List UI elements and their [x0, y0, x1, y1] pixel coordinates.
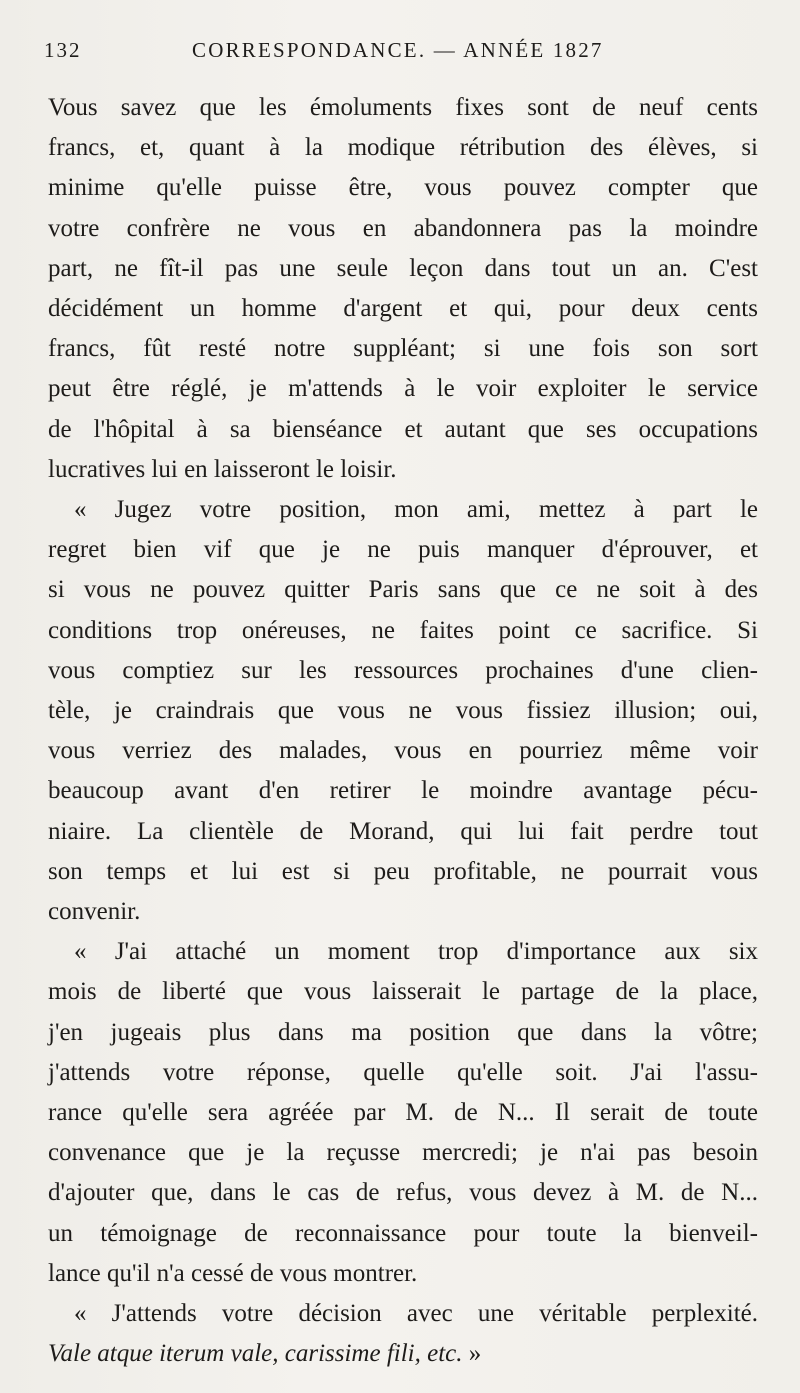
closing-quote: » — [462, 1340, 482, 1368]
page-header — [0, 38, 800, 68]
text-line: francs, fût resté notre suppléant; si une fois son sort — [48, 335, 758, 363]
text-line: lucratives lui en laisseront le loisir. — [48, 455, 397, 483]
text-line: lance qu'il n'a cessé de vous montrer. — [48, 1259, 418, 1287]
text-line: votre confrère ne vous en abandonnera pas la moindre — [48, 214, 758, 242]
text-line — [48, 1334, 758, 1374]
text-line: « J'attends votre décision avec une véritable perplexité. — [74, 1300, 758, 1328]
text-line: rance qu'elle sera agréée par M. de N... Il serait de toute — [48, 1099, 758, 1127]
text-line: j'attends votre réponse, quelle qu'elle soit. J'ai l'assu- — [48, 1058, 758, 1086]
text-line: décidément un homme d'argent et qui, pour deux cents — [48, 295, 758, 323]
text-line: vous comptiez sur les ressources prochaines d'une clien- — [48, 656, 758, 684]
text-line: « J'ai attaché un moment trop d'importance aux six — [74, 938, 758, 966]
text-line: son temps et lui est si peu profitable, ne pourrait vous — [48, 857, 758, 885]
text-line: tèle, je craindrais que vous ne vous fissiez illusion; oui, — [48, 697, 758, 725]
text-line: vous verriez des malades, vous en pourriez même voir — [48, 737, 758, 765]
letter-body — [48, 88, 758, 1375]
text-line: de l'hôpital à sa bienséance et autant que ses occupations — [48, 415, 758, 443]
text-line: « Jugez votre position, mon ami, mettez à part le — [74, 496, 758, 524]
text-line: Vous savez que les émoluments fixes sont de neuf cents — [48, 94, 758, 121]
text-line: convenir. — [48, 898, 141, 926]
text-line: part, ne fît-il pas une seule leçon dans tout un an. C'est — [48, 254, 758, 282]
text-line: un témoignage de reconnaissance pour toute la bienveil- — [48, 1219, 758, 1247]
text-line: conditions trop onéreuses, ne faites point ce sacrifice. Si — [48, 616, 758, 644]
text-line: regret bien vif que je ne puis manquer d'éprouver, et — [48, 536, 758, 564]
text-line: beaucoup avant d'en retirer le moindre avantage pécu- — [48, 777, 758, 805]
latin-closing: Vale atque iterum vale, carissime fili, etc. — [48, 1340, 463, 1368]
text-line: mois de liberté que vous laisserait le partage de la place, — [48, 978, 758, 1006]
text-line: francs, et, quant à la modique rétribution des élèves, si — [48, 134, 758, 162]
text-line: si vous ne pouvez quitter Paris sans que ce ne soit à des — [48, 576, 758, 604]
text-line: peut être réglé, je m'attends à le voir exploiter le service — [48, 375, 758, 403]
text-line: j'en jugeais plus dans ma position que dans la vôtre; — [48, 1018, 758, 1046]
text-line: minime qu'elle puisse être, vous pouvez compter que — [48, 174, 758, 202]
text-line: d'ajouter que, dans le cas de refus, vous devez à M. de N... — [48, 1179, 758, 1207]
running-head: CORRESPONDANCE. — ANNÉE 1827 — [192, 38, 604, 62]
text-line: convenance que je la reçusse mercredi; je n'ai pas besoin — [48, 1139, 758, 1167]
text-line: niaire. La clientèle de Morand, qui lui fait perdre tout — [48, 817, 758, 845]
page-number: 132 — [44, 38, 82, 62]
